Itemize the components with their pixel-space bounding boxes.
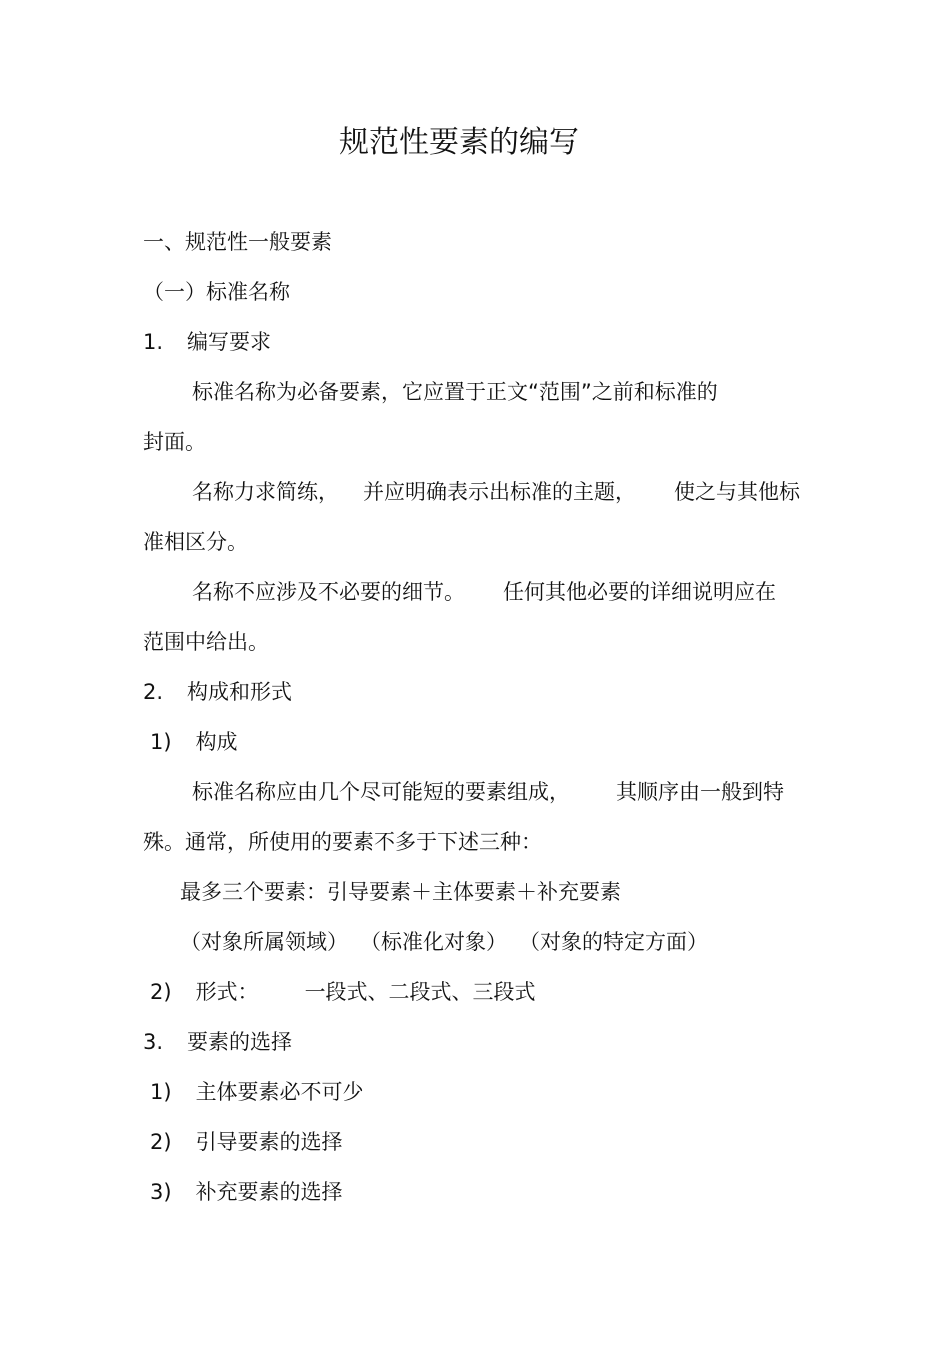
section-text: 构成和形式 <box>187 680 293 704</box>
paragraph-fragment: 名称不应涉及不必要的细节。 <box>192 580 465 604</box>
subsection-heading <box>150 727 238 757</box>
list-label: 形式： <box>195 980 259 1004</box>
list-text: 构成 <box>195 730 238 754</box>
paragraph-line: 范围中给出。 <box>143 630 269 654</box>
paragraph-fragment: 名称力求简练， <box>192 480 339 504</box>
paragraph-fragment: 使之与其他标 <box>674 480 800 504</box>
section-heading-2 <box>143 677 292 707</box>
paragraph-line <box>192 777 784 807</box>
list-item <box>150 1177 343 1207</box>
list-number: 2) <box>150 980 172 1004</box>
section-heading-1 <box>143 327 271 357</box>
paragraph-fragment: 标准名称应由几个尽可能短的要素组成， <box>192 780 570 804</box>
formula-label: （标准化对象） <box>360 930 507 954</box>
list-text: 主体要素必不可少 <box>195 1080 364 1104</box>
paragraph-line <box>192 577 776 607</box>
paragraph-line: 殊。通常，所使用的要素不多于下述三种： <box>143 830 542 854</box>
section-number: 1. <box>143 330 164 354</box>
paragraph-line <box>192 477 800 507</box>
formula-label: （对象所属领域） <box>180 930 348 954</box>
section-text: 编写要求 <box>187 330 272 354</box>
list-item <box>150 1077 364 1107</box>
paragraph-fragment: 并应明确表示出标准的主题， <box>363 480 636 504</box>
heading-level-1: 一、规范性一般要素 <box>143 230 332 254</box>
paragraph-line: 准相区分。 <box>143 530 248 554</box>
paragraph-fragment: 其顺序由一般到特 <box>616 780 784 804</box>
paragraph-line: 封面。 <box>143 430 206 454</box>
section-number: 3. <box>143 1030 164 1054</box>
formula-line: 最多三个要素：引导要素＋主体要素＋补充要素 <box>180 880 621 904</box>
list-text: 引导要素的选择 <box>195 1130 343 1154</box>
paragraph-fragment: 任何其他必要的详细说明应在 <box>503 580 776 604</box>
paragraph-line: 标准名称为必备要素，它应置于正文“范围”之前和标准的 <box>192 380 718 404</box>
list-number: 1) <box>150 730 172 754</box>
list-number: 2) <box>150 1130 172 1154</box>
list-item <box>150 1127 343 1157</box>
section-heading-3 <box>143 1027 292 1057</box>
document-title: 规范性要素的编写 <box>339 125 579 160</box>
formula-labels-line <box>180 927 708 957</box>
list-number: 1) <box>150 1080 172 1104</box>
section-text: 要素的选择 <box>187 1030 293 1054</box>
list-text: 补充要素的选择 <box>195 1180 343 1204</box>
list-text: 一段式、二段式、三段式 <box>304 980 536 1004</box>
list-number: 3) <box>150 1180 172 1204</box>
formula-label: （对象的特定方面） <box>519 930 708 954</box>
section-number: 2. <box>143 680 164 704</box>
subsection-heading <box>150 977 536 1007</box>
heading-level-2: （一）标准名称 <box>143 280 290 304</box>
